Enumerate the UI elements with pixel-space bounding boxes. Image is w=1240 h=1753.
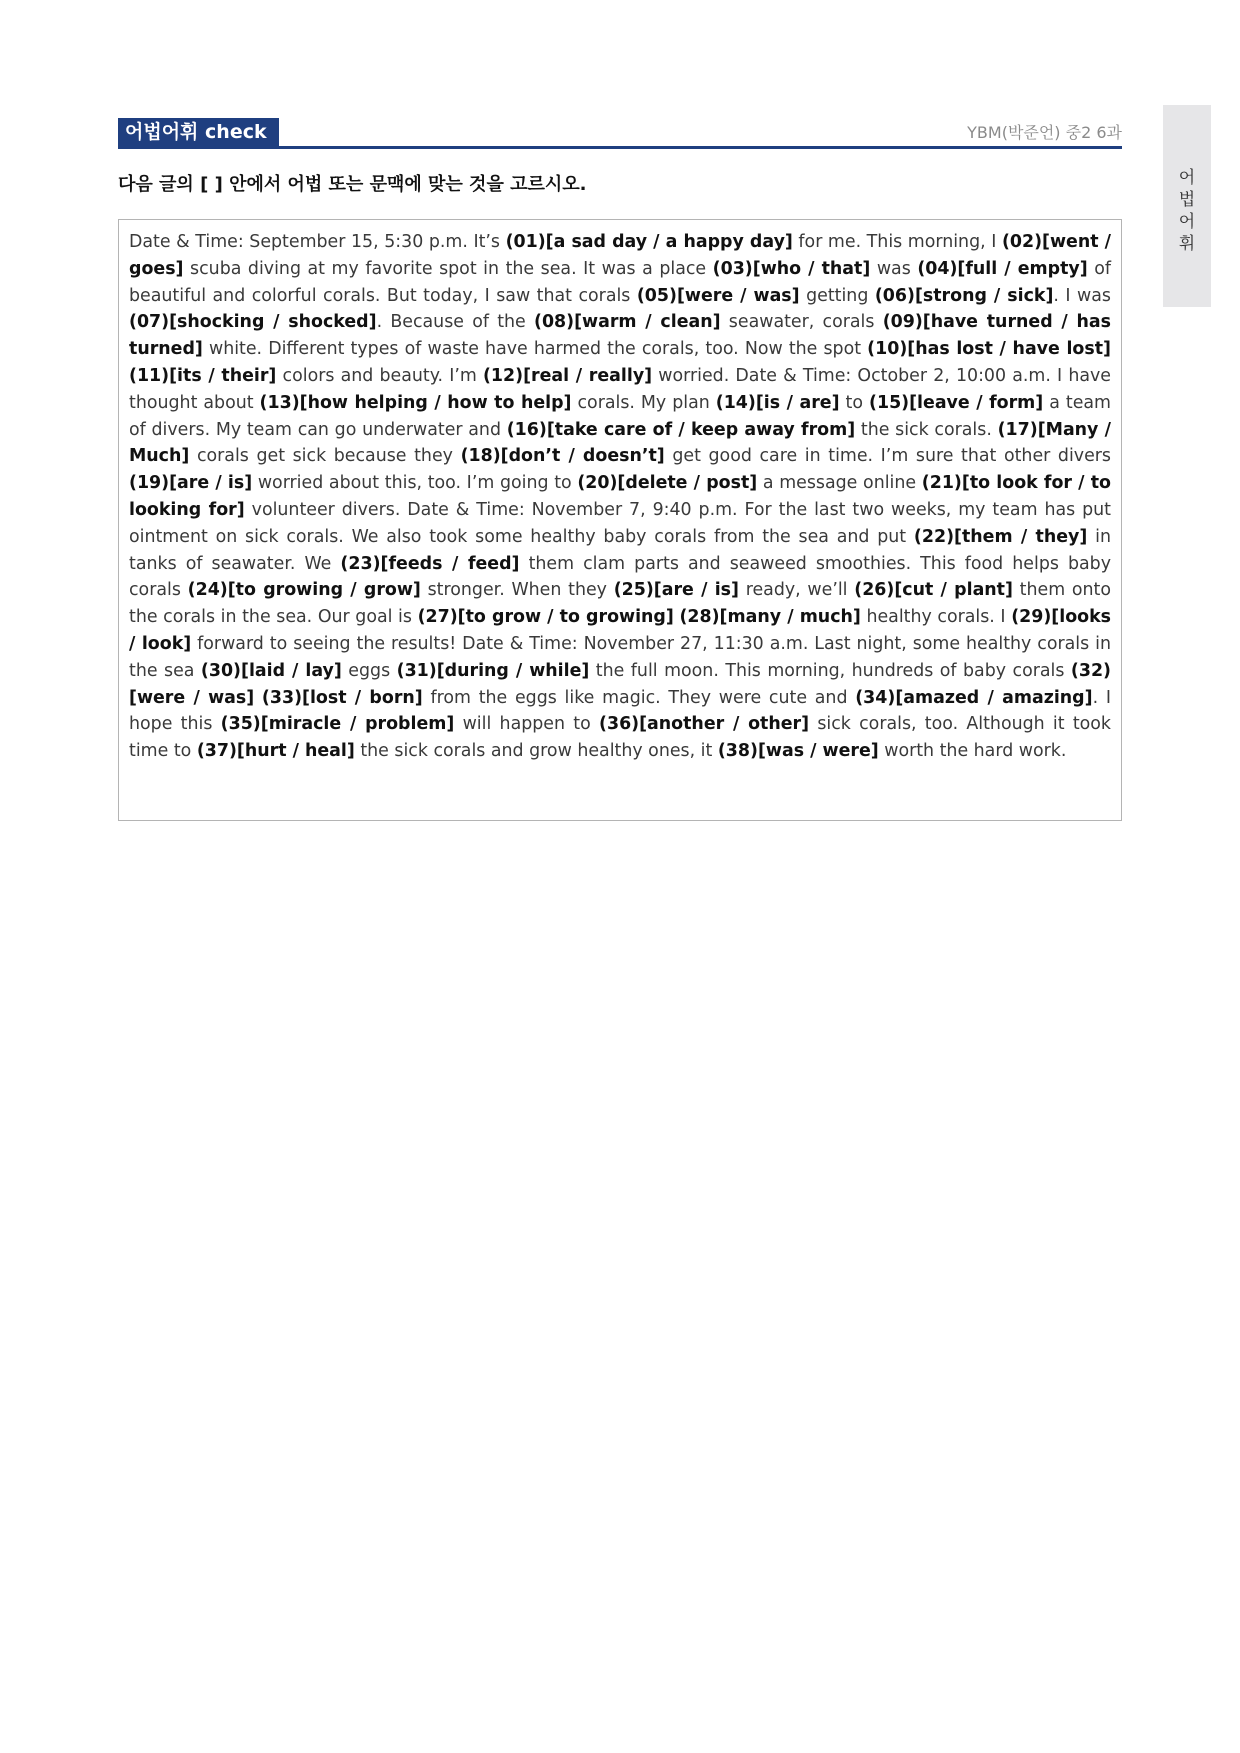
- answer-choice-blank: (32)[were / was]: [129, 660, 1111, 708]
- passage-text-run: worried. Date & Time: October 2, 10:00 a.m. I have thought about: [129, 365, 1111, 413]
- answer-choice-blank: (31)[during / while]: [396, 660, 590, 681]
- answer-choice-blank: (18)[don’t / doesn’t]: [460, 446, 665, 467]
- answer-choice-blank: (13)[how helping / how to help]: [259, 392, 572, 413]
- side-tab-char: 휘: [1178, 234, 1196, 254]
- answer-choice-blank: (07)[shocking / shocked]: [129, 312, 377, 333]
- passage-text: [129, 229, 1111, 765]
- passage-text-run: corals get sick because they: [189, 446, 461, 467]
- passage-text-run: colors and beauty. I’m: [276, 365, 483, 386]
- passage-text-run: . I hope this: [129, 687, 1111, 735]
- passage-text-run: the sick corals.: [855, 419, 998, 440]
- passage-text-run: the sick corals and grow healthy ones, it: [354, 741, 718, 762]
- side-tab-char: 법: [1178, 190, 1196, 210]
- passage-text-run: was: [870, 258, 918, 279]
- answer-choice-blank: (09)[have turned / has turned]: [129, 312, 1111, 360]
- passage-text-run: sick corals, too. Although it took time to: [129, 714, 1111, 762]
- side-tab-char: 어: [1178, 168, 1196, 188]
- answer-choice-blank: (12)[real / really]: [482, 365, 653, 386]
- answer-choice-blank: (02)[went / goes]: [129, 232, 1111, 279]
- answer-choice-blank: (16)[take care of / keep away from]: [506, 419, 856, 440]
- passage-text-run: corals. My plan: [571, 392, 716, 413]
- passage-text-run: ready, we’ll: [738, 580, 855, 601]
- answer-choice-blank: (28)[many / much]: [679, 607, 861, 628]
- answer-choice-blank: (08)[warm / clean]: [534, 312, 721, 333]
- passage-text-run: from the eggs like magic. They were cute and: [422, 687, 856, 708]
- answer-choice-blank: (04)[full / empty]: [917, 258, 1088, 279]
- passage-text-run: white. Different types of waste have harmed the corals, too. Now the spot: [202, 339, 868, 360]
- passage-text-run: forward to seeing the results! Date & Time: November 27, 11:30 a.m. Last night, some healthy corals in the sea: [129, 633, 1111, 681]
- page-header: [118, 118, 1122, 149]
- instruction-text: 다음 글의 [ ] 안에서 어법 또는 문맥에 맞는 것을 고르시오.: [118, 174, 587, 195]
- answer-choice-blank: (21)[to look for / to looking for]: [129, 473, 1111, 520]
- answer-choice-blank: (17)[Many / Much]: [129, 419, 1112, 467]
- passage-text-run: get good care in time. I’m sure that other divers: [664, 446, 1111, 467]
- answer-choice-blank: (14)[is / are]: [715, 392, 840, 413]
- passage-text-run: will happen to: [454, 714, 600, 735]
- passage-text-run: healthy corals. I: [860, 607, 1012, 628]
- passage-text-run: a message online: [757, 473, 922, 494]
- passage-text-run: . I was: [1053, 285, 1111, 306]
- passage-text-run: eggs: [341, 660, 397, 681]
- answer-choice-blank: (06)[strong / sick]: [874, 285, 1054, 306]
- answer-choice-blank: (35)[miracle / problem]: [220, 714, 455, 735]
- passage-text-run: seawater, corals: [720, 312, 883, 333]
- passage-text-run: getting: [799, 285, 875, 306]
- answer-choice-blank: (23)[feeds / feed]: [340, 553, 520, 574]
- answer-choice-blank: (38)[was / were]: [717, 741, 879, 762]
- answer-choice-blank: (33)[lost / born]: [261, 687, 423, 708]
- answer-choice-blank: (26)[cut / plant]: [854, 580, 1013, 601]
- answer-choice-blank: (01)[a sad day / a happy day]: [505, 232, 793, 252]
- passage-text-run: in tanks of seawater. We: [129, 526, 1111, 574]
- side-tab: [1163, 105, 1211, 307]
- answer-choice-blank: (15)[leave / form]: [869, 392, 1044, 413]
- answer-choice-blank: (20)[delete / post]: [577, 473, 758, 494]
- section-tag: 어법어휘 check: [118, 118, 279, 146]
- source-label: YBM(박준언) 중2 6과: [967, 123, 1122, 142]
- side-tab-label: [1163, 167, 1211, 255]
- answer-choice-blank: (25)[are / is]: [613, 580, 739, 601]
- passage-text-run: volunteer divers. Date & Time: November 7, 9:40 p.m. For the last two weeks, my team has put ointment on sick corals. We also took some healthy baby corals from the sea and put: [129, 499, 1111, 547]
- answer-choice-blank: (29)[looks / look]: [129, 607, 1112, 654]
- side-tab-char: 어: [1178, 212, 1196, 232]
- passage-box: [118, 219, 1122, 821]
- passage-text-run: a team of divers. My team can go underwater and: [129, 392, 1111, 440]
- passage-text-run: them onto the corals in the sea. Our goal is: [129, 580, 1112, 628]
- answer-choice-blank: (27)[to grow / to growing]: [417, 607, 674, 628]
- answer-choice-blank: (30)[laid / lay]: [200, 660, 342, 681]
- answer-choice-blank: (03)[who / that]: [712, 258, 871, 279]
- passage-text-run: . Because of the: [376, 312, 534, 333]
- answer-choice-blank: (22)[them / they]: [913, 526, 1088, 547]
- passage-text-run: stronger. When they: [420, 580, 614, 601]
- answer-choice-blank: (24)[to growing / grow]: [187, 580, 421, 601]
- passage-text-run: [254, 688, 262, 708]
- passage-text-run: worried about this, too. I’m going to: [252, 473, 578, 494]
- answer-choice-blank: (19)[are / is]: [129, 473, 253, 494]
- answer-choice-blank: (34)[amazed / amazing]: [855, 687, 1093, 708]
- passage-text-run: the full moon. This morning, hundreds of baby corals: [589, 660, 1071, 681]
- passage-text-run: Date & Time: September 15, 5:30 p.m. It’s: [129, 232, 506, 252]
- passage-text-run: for me. This morning, I: [792, 232, 1002, 252]
- answer-choice-blank: (37)[hurt / heal]: [196, 741, 355, 762]
- answer-choice-blank: (05)[were / was]: [636, 285, 800, 306]
- passage-text-run: worth the hard work.: [878, 741, 1067, 762]
- answer-choice-blank: (36)[another / other]: [599, 714, 810, 735]
- passage-text-run: of beautiful and colorful corals. But today, I saw that corals: [129, 258, 1111, 306]
- answer-choice-blank: (10)[has lost / have lost]: [867, 339, 1111, 360]
- answer-choice-blank: (11)[its / their]: [129, 365, 277, 386]
- passage-text-run: to: [839, 392, 870, 413]
- passage-text-run: scuba diving at my favorite spot in the sea. It was a place: [183, 258, 713, 279]
- passage-text-run: them clam parts and seaweed smoothies. This food helps baby corals: [129, 553, 1112, 601]
